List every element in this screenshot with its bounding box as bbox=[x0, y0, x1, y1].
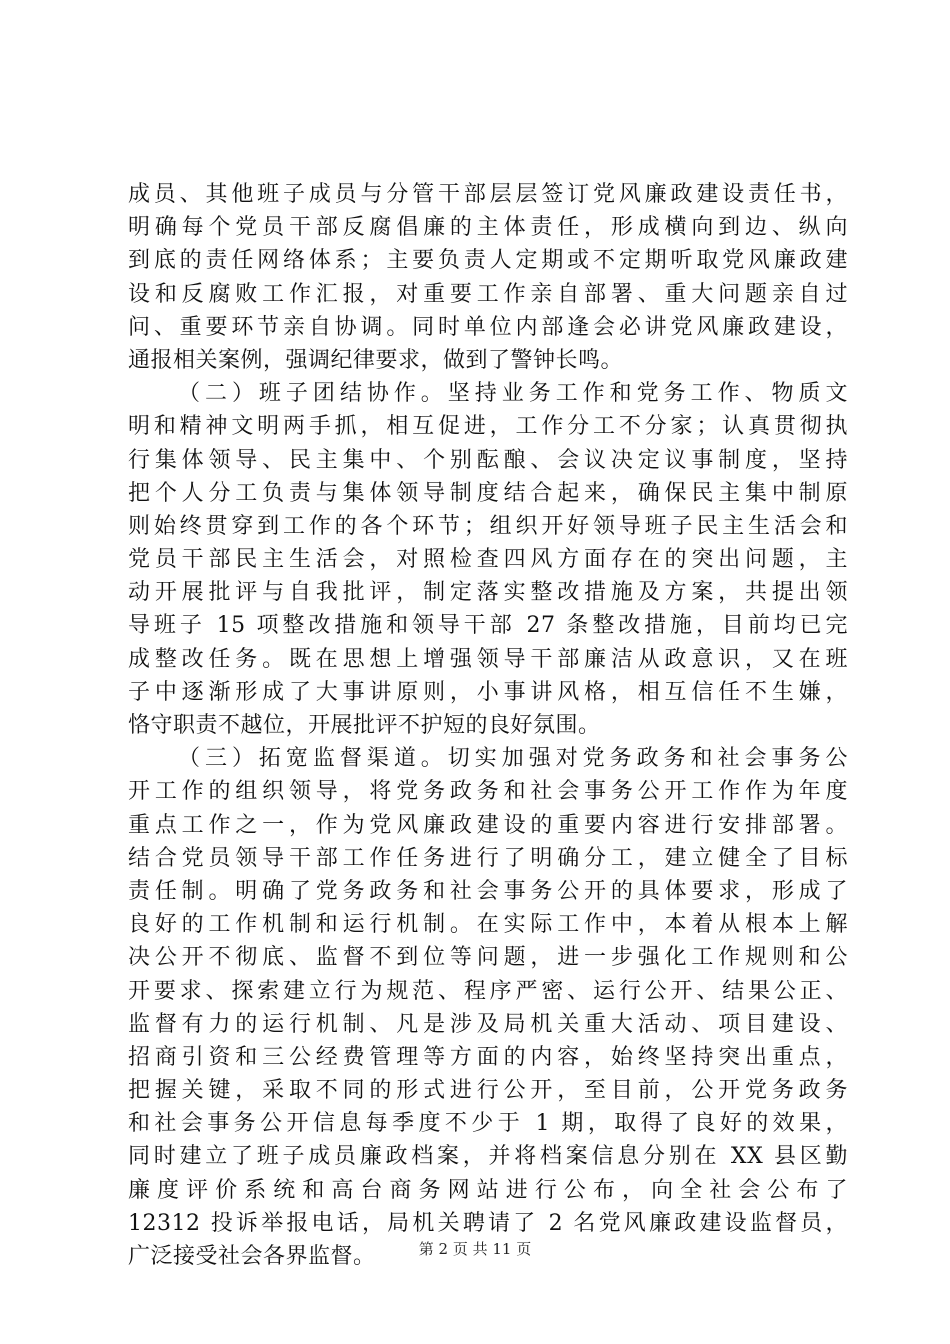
text-line: 到底的责任网络体系；主要负责人定期或不定期听取党风廉政建 bbox=[128, 248, 848, 274]
text-line: 行集体领导、民主集中、个别酝酿、会议决定议事制度，坚持 bbox=[128, 447, 848, 473]
text-line: 责任制。明确了党务政务和社会事务公开的具体要求，形成了 bbox=[128, 878, 848, 904]
text-line: 成员、其他班子成员与分管干部层层签订党风廉政建设责任书， bbox=[128, 182, 848, 207]
text-line: 决公开不彻底、监督不到位等问题，进一步强化工作规则和公 bbox=[128, 945, 848, 971]
text-line: 党员干部民主生活会，对照检查四风方面存在的突出问题，主 bbox=[128, 547, 848, 573]
text-line: 开工作的组织领导，将党务政务和社会事务公开工作作为年度 bbox=[128, 779, 848, 805]
text-line: 结合党员领导干部工作任务进行了明确分工，建立健全了目标 bbox=[128, 845, 848, 871]
text-line: 监督有力的运行机制、凡是涉及局机关重大活动、项目建设、 bbox=[128, 1011, 848, 1037]
paragraph-heading-line: （三）拓宽监督渠道。切实加强对党务政务和社会事务公 bbox=[178, 746, 848, 772]
text-line: 开要求、探索建立行为规范、程序严密、运行公开、结果公正、 bbox=[128, 978, 848, 1004]
text-line: 明确每个党员干部反腐倡廉的主体责任，形成横向到边、纵向 bbox=[128, 215, 848, 241]
text-line: 动开展批评与自我批评，制定落实整改措施及方案，共提出领 bbox=[128, 580, 848, 606]
text-line: 12312 投诉举报电话，局机关聘请了 2 名党风廉政建设监督员， bbox=[128, 1210, 848, 1236]
text-line: 通报相关案例，强调纪律要求，做到了警钟长鸣。 bbox=[128, 347, 624, 373]
document-body bbox=[128, 178, 848, 1273]
text-line: 明和精神文明两手抓，相互促进，工作分工不分家；认真贯彻执 bbox=[128, 414, 848, 440]
text-line: 把个人分工负责与集体领导制度结合起来，确保民主集中制原 bbox=[128, 480, 848, 506]
text-line: 则始终贯穿到工作的各个环节；组织开好领导班子民主生活会和 bbox=[128, 513, 848, 539]
text-line: 重点工作之一，作为党风廉政建设的重要内容进行安排部署。 bbox=[128, 812, 848, 838]
text-line: 成整改任务。既在思想上增强领导干部廉洁从政意识，又在班 bbox=[128, 646, 848, 672]
text-line: 问、重要环节亲自协调。同时单位内部逢会必讲党风廉政建设， bbox=[128, 314, 848, 340]
text-line: 把握关键，采取不同的形式进行公开，至目前，公开党务政务 bbox=[128, 1078, 848, 1104]
text-line: 恪守职责不越位，开展批评不护短的良好氛围。 bbox=[128, 713, 601, 738]
page-footer: 第 2 页 共 11 页 bbox=[418, 1240, 532, 1258]
text-line: 廉度评价系统和高台商务网站进行公布，向全社会公布了 bbox=[128, 1177, 848, 1203]
text-line: 子中逐渐形成了大事讲原则，小事讲风格，相互信任不生嫌， bbox=[128, 679, 848, 705]
text-line: 广泛接受社会各界监督。 bbox=[128, 1244, 376, 1269]
text-line: 导班子 15 项整改措施和领导干部 27 条整改措施，目前均已完 bbox=[128, 613, 848, 639]
text-line: 和社会事务公开信息每季度不少于 1 期，取得了良好的效果， bbox=[128, 1111, 848, 1137]
text-line: 招商引资和三公经费管理等方面的内容，始终坚持突出重点， bbox=[128, 1044, 848, 1070]
paragraph-heading-line: （二）班子团结协作。坚持业务工作和党务工作、物质文 bbox=[178, 381, 848, 407]
text-line: 设和反腐败工作汇报，对重要工作亲自部署、重大问题亲自过 bbox=[128, 281, 848, 307]
text-line: 良好的工作机制和运行机制。在实际工作中，本着从根本上解 bbox=[128, 912, 848, 938]
text-line: 同时建立了班子成员廉政档案，并将档案信息分别在 XX 县区勤 bbox=[128, 1144, 848, 1170]
